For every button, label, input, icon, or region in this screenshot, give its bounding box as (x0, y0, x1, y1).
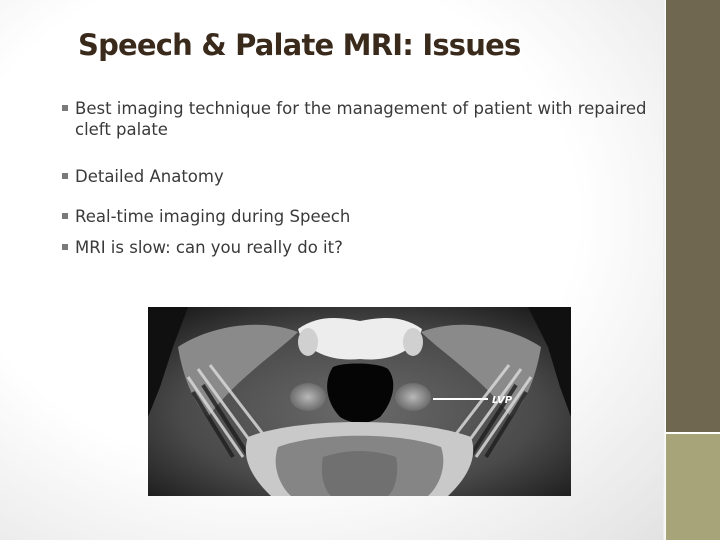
bullet-text: MRI is slow: can you really do it? (75, 238, 343, 257)
sidebar-accent-dark (666, 0, 720, 432)
bullet-square-icon (62, 105, 68, 111)
bullet-text: Real-time imaging during Speech (75, 207, 351, 226)
bullet-square-icon (62, 244, 68, 250)
bullet-item (62, 98, 646, 140)
bullet-item (62, 166, 224, 187)
slide-title: Speech & Palate MRI: Issues (78, 28, 521, 62)
sidebar-accent-light (666, 434, 720, 540)
bullet-item (62, 206, 350, 227)
bullet-square-icon (62, 173, 68, 179)
bullet-text-continued: cleft palate (75, 120, 168, 139)
mri-label-lvp: LVP (492, 395, 513, 406)
bullet-square-icon (62, 213, 68, 219)
mri-image (148, 307, 571, 496)
bullet-text: Best imaging technique for the management of patient with repaired (75, 99, 647, 118)
bullet-text: Detailed Anatomy (75, 167, 224, 186)
bullet-item (62, 237, 343, 258)
